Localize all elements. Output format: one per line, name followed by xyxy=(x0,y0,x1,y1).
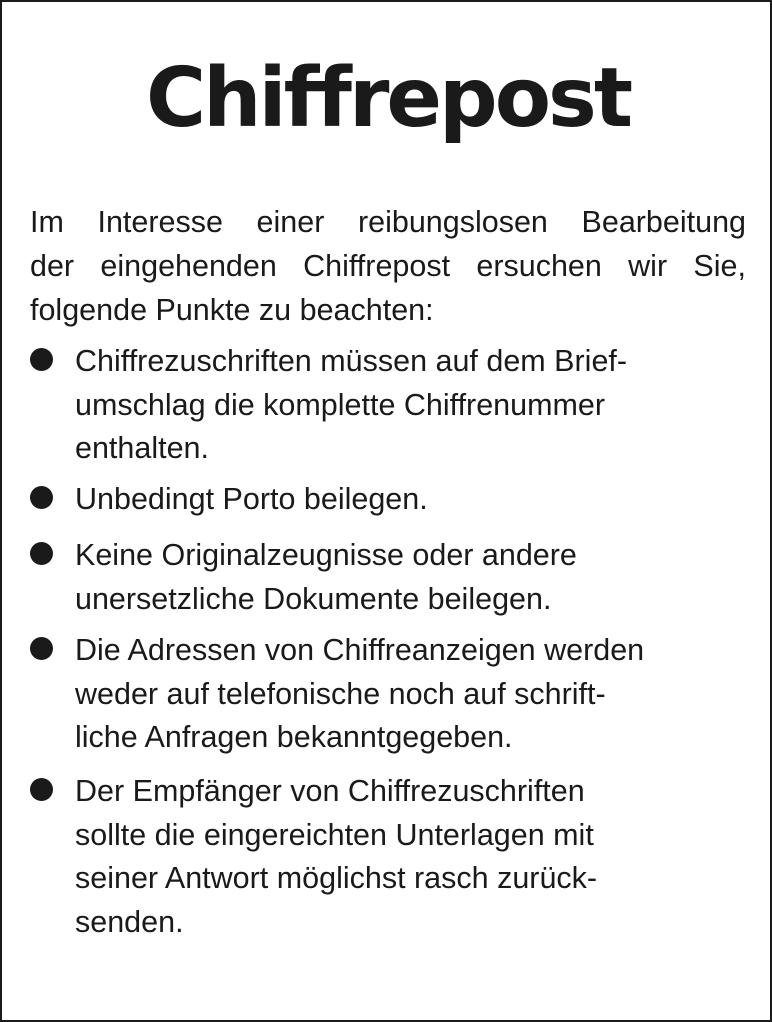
intro-line: Im Interesse einer reibungslosen Bearbeitung xyxy=(30,205,746,239)
bullet-line: weder auf telefonische noch auf schrift- xyxy=(75,676,606,711)
bullet-item xyxy=(30,534,750,621)
bullet-line: seiner Antwort möglichst rasch zurück- xyxy=(75,861,598,895)
bullet-text xyxy=(75,340,750,471)
bullet-text xyxy=(75,629,750,760)
bullet-line: umschlag die komplette Chiffrenummer xyxy=(75,387,606,422)
bullet-line: Unbedingt Porto beilegen. xyxy=(75,482,428,516)
bullet-item xyxy=(30,340,750,471)
bullet-line: Chiffrezuschriften müssen auf dem Brief- xyxy=(75,344,628,378)
bullet-dot-icon xyxy=(30,348,53,371)
bullet-line: Keine Originalzeugnisse oder andere xyxy=(75,538,577,572)
bullet-item xyxy=(30,629,750,760)
intro-line: der eingehenden Chiffrepost ersuchen wir Sie, xyxy=(30,249,746,283)
bullet-dot-icon xyxy=(30,778,53,801)
bullet-line: Der Empfänger von Chiffrezuschriften xyxy=(75,774,585,808)
bullet-dot-icon xyxy=(30,542,53,565)
bullet-text xyxy=(75,534,750,621)
bullet-item xyxy=(30,770,750,944)
bullet-line: senden. xyxy=(75,904,184,939)
intro-paragraph xyxy=(30,200,746,332)
page-title: Chiffrepost xyxy=(145,51,631,146)
bullet-dot-icon xyxy=(30,486,53,509)
bullet-item xyxy=(30,478,750,522)
bullet-dot-icon xyxy=(30,637,53,660)
intro-line: folgende Punkte zu beachten: xyxy=(30,293,434,327)
bullet-text xyxy=(75,770,750,944)
bullet-line: unersetzliche Dokumente beilegen. xyxy=(75,581,552,616)
bullet-line: Die Adressen von Chiffreanzeigen werden xyxy=(75,633,645,667)
bullet-line: liche Anfragen bekanntgegeben. xyxy=(75,720,513,754)
bullet-line: enthalten. xyxy=(75,431,209,465)
bullet-text xyxy=(75,478,750,522)
bullet-line: sollte die eingereichten Unterlagen mit xyxy=(75,817,594,852)
